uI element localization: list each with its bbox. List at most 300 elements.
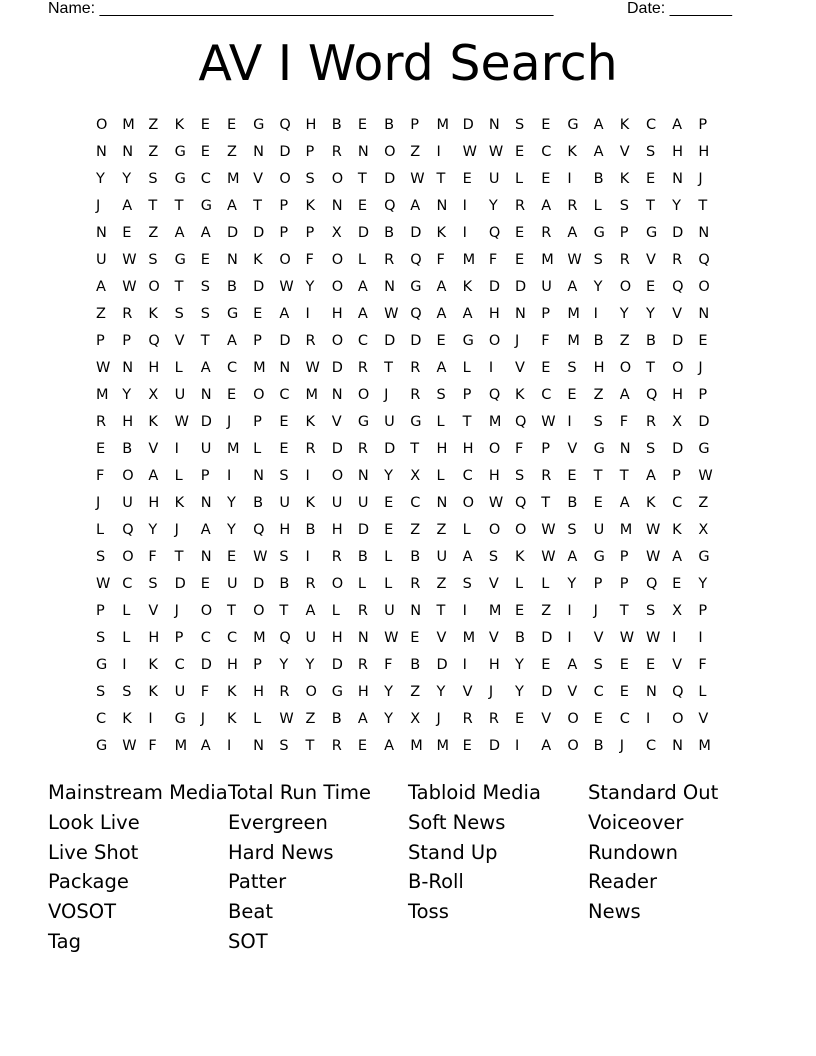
word-list-item: VOSOT [48,900,116,924]
grid-letter: N [253,468,264,484]
grid-letter: V [462,684,473,700]
grid-letter: E [410,630,420,646]
grid-letter: E [645,657,656,673]
word-list-item: Mainstream Media [48,781,228,804]
grid-letter: G [593,441,605,457]
grid-letter: I [305,306,310,322]
grid-letter: C [593,684,604,700]
grid-letter: D [279,144,291,160]
grid-letter: K [515,549,525,565]
word-list-item: Live Shot [48,840,139,864]
grid-letter: F [148,738,157,754]
grid-letter: K [148,657,158,673]
grid-letter: Y [226,495,236,511]
grid-letter: N [200,387,212,403]
grid-row [96,681,768,708]
grid-letter: L [462,522,471,538]
grid-letter: D [174,576,186,592]
grid-letter: Q [488,225,501,241]
grid-letter: Z [148,117,159,133]
grid-letter: L [384,549,393,565]
grid-letter: N [331,387,343,403]
grid-letter: T [698,198,708,214]
grid-letter: W [541,549,556,565]
grid-letter: G [200,198,212,214]
grid-letter: N [672,171,683,187]
grid-letter: A [410,198,421,214]
grid-letter: E [96,441,106,457]
grid-letter: F [698,657,707,673]
grid-letter: E [462,171,472,187]
word-column [588,778,768,927]
grid-letter: P [698,387,708,403]
grid-letter: Y [515,684,524,700]
grid-letter: L [384,576,393,592]
grid-letter: Y [515,657,524,673]
grid-letter: T [200,333,210,349]
grid-letter: V [174,333,185,349]
grid-letter: N [672,738,683,754]
grid-letter: O [279,171,291,187]
grid-letter: B [384,117,395,133]
grid-letter: H [148,630,160,646]
grid-row [96,438,768,465]
grid-letter: H [305,117,317,133]
grid-letter: K [619,171,630,187]
grid-letter: O [305,684,317,700]
grid-letter: V [567,684,578,700]
grid-letter: N [357,630,369,646]
grid-letter: V [148,603,159,619]
grid-letter: G [698,549,710,565]
grid-letter: B [645,333,656,349]
grid-letter: I [593,306,598,322]
grid-letter: Y [384,684,393,700]
grid-letter: S [279,738,289,754]
grid-letter: S [619,198,629,214]
grid-letter: Y [305,279,315,295]
grid-letter: R [645,414,657,430]
grid-letter: C [619,711,630,727]
grid-letter: S [96,684,106,700]
grid-letter: C [645,738,657,754]
grid-letter: E [226,117,237,133]
grid-letter: F [541,333,550,349]
grid-letter: E [384,495,394,511]
grid-letter: P [619,576,629,592]
grid-letter: K [305,198,316,214]
grid-row [96,708,768,735]
grid-letter: Y [384,468,393,484]
grid-letter: F [96,468,105,484]
grid-letter: Q [122,522,134,538]
grid-letter: K [253,252,263,268]
grid-letter: C [96,711,107,727]
grid-letter: T [226,603,236,619]
grid-letter: E [515,252,525,268]
grid-letter: G [462,333,474,349]
grid-row [96,654,768,681]
grid-letter: J [96,495,101,511]
grid-letter: D [672,225,684,241]
grid-letter: X [698,522,709,538]
grid-letter: L [253,441,262,457]
grid-letter: I [174,441,179,457]
grid-letter: K [148,414,158,430]
grid-letter: E [619,657,629,673]
grid-letter: S [567,360,577,376]
grid-letter: G [410,414,422,430]
grid-letter: Q [698,252,710,268]
grid-letter: G [96,657,108,673]
grid-row [96,411,768,438]
grid-letter: S [200,279,210,295]
grid-letter: K [148,306,158,322]
grid-letter: M [462,252,476,268]
grid-letter: R [305,333,316,349]
grid-letter: L [331,603,340,619]
grid-letter: J [226,414,232,430]
grid-letter: N [698,225,710,241]
grid-letter: J [174,603,179,619]
grid-letter: Z [226,144,237,160]
grid-letter: E [253,306,263,322]
grid-letter: R [672,252,683,268]
word-list-item: Beat [228,900,273,924]
grid-letter: T [253,198,262,214]
grid-letter: R [541,225,552,241]
grid-letter: Q [672,684,684,700]
grid-letter: U [436,549,448,565]
grid-letter: P [174,630,184,646]
grid-letter: P [541,441,550,457]
grid-letter: M [462,630,476,646]
grid-letter: T [619,468,629,484]
grid-letter: R [384,252,395,268]
grid-letter: Y [619,306,629,322]
grid-letter: E [645,171,656,187]
grid-row [96,384,768,411]
grid-letter: K [462,279,473,295]
grid-letter: N [226,252,238,268]
grid-letter: M [488,603,502,619]
grid-letter: N [384,279,395,295]
grid-letter: O [619,279,632,295]
word-list-item: SOT [228,929,268,953]
grid-letter: K [515,387,525,403]
grid-letter: N [331,198,343,214]
grid-letter: X [672,603,683,619]
grid-letter: W [384,306,399,322]
grid-letter: Y [122,387,132,403]
grid-letter: N [619,441,631,457]
grid-letter: J [593,603,598,619]
grid-letter: E [515,711,525,727]
grid-letter: S [436,387,446,403]
grid-letter: N [200,549,212,565]
grid-letter: N [488,117,500,133]
grid-letter: H [331,306,343,322]
grid-letter: D [357,225,370,241]
grid-letter: T [410,441,420,457]
grid-letter: O [200,603,213,619]
grid-letter: U [357,495,369,511]
grid-letter: H [488,468,500,484]
grid-letter: U [593,522,605,538]
grid-letter: J [698,360,703,376]
grid-letter: F [488,252,498,268]
letter-grid [96,114,768,762]
grid-letter: E [436,333,446,349]
grid-letter: A [567,657,578,673]
grid-letter: H [672,387,684,403]
grid-letter: D [436,657,448,673]
grid-letter: N [515,306,526,322]
grid-letter: F [436,252,445,268]
grid-letter: K [645,495,656,511]
grid-letter: S [174,306,184,322]
grid-letter: L [174,468,183,484]
grid-letter: O [488,522,501,538]
grid-letter: V [672,306,683,322]
grid-row [96,735,768,762]
grid-letter: V [672,657,683,673]
grid-letter: O [515,522,527,538]
grid-letter: V [331,414,342,430]
grid-letter: M [174,738,188,754]
grid-letter: U [488,171,500,187]
grid-letter: Y [488,198,498,214]
grid-letter: Q [410,306,422,322]
grid-letter: G [331,684,343,700]
grid-letter: A [567,549,578,565]
grid-letter: I [567,171,572,187]
grid-letter: R [462,711,473,727]
grid-letter: X [148,387,159,403]
grid-letter: O [331,171,344,187]
grid-letter: T [148,198,158,214]
grid-letter: N [96,144,107,160]
grid-letter: V [253,171,264,187]
grid-letter: S [122,684,132,700]
grid-letter: R [357,603,368,619]
grid-letter: C [672,495,683,511]
grid-letter: D [384,333,396,349]
grid-letter: T [174,279,184,295]
grid-letter: D [462,117,474,133]
grid-letter: V [541,711,552,727]
grid-letter: G [96,738,108,754]
grid-letter: X [410,468,421,484]
grid-letter: F [200,684,210,700]
grid-letter: D [253,576,265,592]
grid-letter: V [698,711,709,727]
grid-letter: A [567,225,578,241]
grid-letter: E [357,198,368,214]
grid-letter: R [122,306,133,322]
grid-row [96,330,768,357]
grid-letter: M [436,117,449,133]
grid-letter: Q [410,252,422,268]
grid-letter: P [96,333,105,349]
grid-letter: G [698,441,710,457]
grid-letter: E [122,225,132,241]
grid-letter: B [593,171,604,187]
grid-letter: N [357,468,369,484]
grid-letter: V [619,144,630,160]
grid-letter: O [279,252,291,268]
grid-letter: A [645,468,656,484]
grid-letter: W [279,279,294,295]
word-list-item: Toss [408,900,449,924]
word-list-item: News [588,900,641,924]
grid-letter: D [331,657,343,673]
grid-letter: F [619,414,629,430]
grid-letter: J [384,387,389,403]
grid-letter: A [279,306,290,322]
grid-letter: H [436,441,448,457]
grid-letter: Q [515,414,527,430]
grid-letter: D [672,333,684,349]
grid-letter: D [253,225,265,241]
grid-letter: W [279,711,294,727]
grid-letter: H [148,495,160,511]
word-column [228,778,408,957]
grid-letter: A [593,144,604,160]
grid-letter: A [357,279,368,295]
grid-letter: R [96,414,107,430]
grid-letter: I [698,630,703,646]
grid-letter: J [200,711,206,727]
date-line: Date: _______ [627,0,732,17]
grid-letter: R [305,576,316,592]
grid-letter: E [515,225,525,241]
grid-letter: L [462,360,471,376]
grid-letter: H [279,522,291,538]
grid-letter: B [122,441,133,457]
grid-letter: Z [698,495,709,511]
grid-letter: B [593,738,604,754]
grid-letter: V [488,576,499,592]
grid-letter: C [462,468,473,484]
word-list-item: B-Roll [408,870,464,894]
grid-letter: T [436,603,446,619]
grid-letter: Y [698,576,708,592]
grid-letter: U [96,252,107,268]
grid-letter: I [226,738,232,754]
grid-letter: T [645,360,655,376]
grid-letter: R [619,252,630,268]
grid-letter: O [331,468,344,484]
grid-letter: X [410,711,421,727]
grid-letter: M [253,360,266,376]
grid-letter: T [174,198,184,214]
grid-letter: D [698,414,710,430]
grid-letter: D [331,441,343,457]
grid-letter: K [174,495,185,511]
grid-letter: Y [645,306,655,322]
grid-letter: M [253,630,266,646]
grid-letter: C [645,117,657,133]
grid-letter: W [253,549,268,565]
grid-letter: E [645,279,656,295]
grid-letter: U [200,441,212,457]
grid-letter: B [331,711,342,727]
grid-letter: O [253,603,265,619]
name-line: Name: ___________________________________________________ [48,0,554,17]
grid-letter: P [541,306,550,322]
grid-letter: H [122,414,134,430]
grid-letter: V [488,630,499,646]
grid-letter: R [410,387,421,403]
grid-letter: G [174,252,186,268]
grid-letter: F [515,441,524,457]
grid-letter: T [357,171,367,187]
grid-letter: O [253,387,265,403]
grid-letter: O [619,360,632,376]
grid-letter: K [148,684,158,700]
grid-letter: P [619,225,629,241]
grid-row [96,600,768,627]
grid-letter: W [174,414,189,430]
grid-letter: Z [436,576,447,592]
grid-letter: Z [593,387,604,403]
grid-row [96,573,768,600]
grid-letter: S [488,549,499,565]
grid-letter: E [357,738,368,754]
grid-letter: O [698,279,710,295]
grid-letter: Q [515,495,527,511]
grid-letter: W [541,414,556,430]
word-list-item: Tag [48,929,82,953]
grid-letter: N [253,738,264,754]
grid-letter: P [698,117,708,133]
grid-letter: P [305,225,315,241]
grid-letter: K [567,144,577,160]
grid-row [96,357,768,384]
grid-letter: D [384,171,396,187]
grid-letter: C [174,657,185,673]
grid-letter: J [96,198,101,214]
grid-letter: E [200,144,210,160]
grid-letter: B [357,549,368,565]
grid-letter: Z [619,333,630,349]
grid-letter: S [645,144,656,160]
grid-letter: A [619,387,630,403]
grid-row [96,195,768,222]
grid-letter: I [515,738,520,754]
grid-letter: D [200,657,212,673]
grid-letter: L [357,576,366,592]
grid-letter: Y [672,198,681,214]
grid-letter: G [593,549,605,565]
grid-letter: E [619,684,629,700]
grid-letter: T [462,414,472,430]
grid-letter: E [279,414,289,430]
grid-letter: P [253,657,262,673]
grid-letter: B [226,279,237,295]
grid-letter: O [384,144,396,160]
grid-letter: D [488,279,500,295]
grid-letter: B [515,630,525,646]
grid-letter: B [331,117,342,133]
grid-letter: A [357,711,368,727]
grid-letter: P [253,414,262,430]
grid-letter: B [410,657,421,673]
grid-letter: A [619,495,630,511]
grid-letter: A [305,603,316,619]
grid-letter: V [567,441,578,457]
